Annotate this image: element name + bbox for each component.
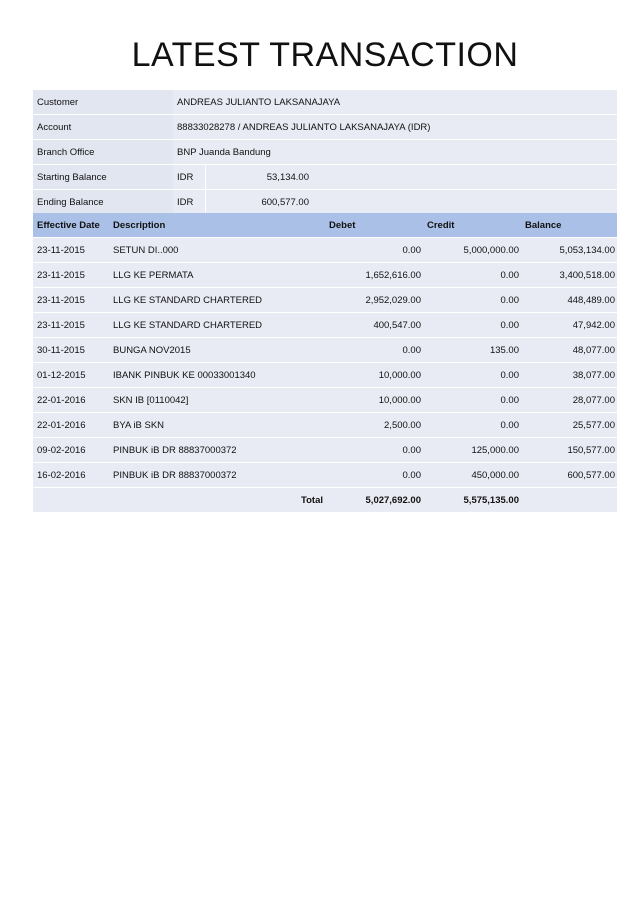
debet-cell: 2,500.00 — [325, 413, 423, 438]
branch-label: Branch Office — [33, 140, 173, 165]
column-header-debet: Debet — [325, 213, 423, 238]
description-cell: LLG KE PERMATA — [109, 263, 325, 288]
account-row — [33, 115, 617, 140]
starting-balance-label: Starting Balance — [33, 165, 173, 190]
date-cell: 01-12-2015 — [33, 363, 109, 388]
debet-cell: 0.00 — [325, 438, 423, 463]
starting-balance-row — [33, 165, 617, 190]
total-label: Total — [109, 488, 325, 513]
table-row — [33, 388, 617, 413]
credit-cell: 0.00 — [423, 388, 521, 413]
date-cell: 09-02-2016 — [33, 438, 109, 463]
account-value: 88833028278 / ANDREAS JULIANTO LAKSANAJAYA (IDR) — [173, 115, 617, 140]
column-header-description: Description — [109, 213, 325, 238]
description-cell: LLG KE STANDARD CHARTERED — [109, 288, 325, 313]
branch-value: BNP Juanda Bandung — [173, 140, 617, 165]
account-label: Account — [33, 115, 173, 140]
date-cell: 23-11-2015 — [33, 263, 109, 288]
date-cell: 23-11-2015 — [33, 238, 109, 263]
description-cell: PINBUK iB DR 88837000372 — [109, 438, 325, 463]
credit-cell: 125,000.00 — [423, 438, 521, 463]
balance-cell: 5,053,134.00 — [521, 238, 617, 263]
debet-cell: 10,000.00 — [325, 363, 423, 388]
balance-cell: 38,077.00 — [521, 363, 617, 388]
date-cell: 23-11-2015 — [33, 313, 109, 338]
ending-balance-amount: 600,577.00 — [205, 190, 309, 215]
column-header-effective-date: Effective Date — [33, 213, 109, 238]
date-cell: 22-01-2016 — [33, 388, 109, 413]
balance-cell: 28,077.00 — [521, 388, 617, 413]
balance-cell: 600,577.00 — [521, 463, 617, 488]
balance-cell: 150,577.00 — [521, 438, 617, 463]
description-cell: IBANK PINBUK KE 00033001340 — [109, 363, 325, 388]
balance-cell: 3,400,518.00 — [521, 263, 617, 288]
column-header-credit: Credit — [423, 213, 521, 238]
table-row — [33, 413, 617, 438]
credit-cell: 0.00 — [423, 288, 521, 313]
balance-cell: 48,077.00 — [521, 338, 617, 363]
description-cell: BUNGA NOV2015 — [109, 338, 325, 363]
table-row — [33, 463, 617, 488]
total-debet: 5,027,692.00 — [325, 488, 423, 513]
description-cell: BYA iB SKN — [109, 413, 325, 438]
table-row — [33, 238, 617, 263]
credit-cell: 0.00 — [423, 363, 521, 388]
date-cell: 30-11-2015 — [33, 338, 109, 363]
table-row — [33, 363, 617, 388]
date-cell: 16-02-2016 — [33, 463, 109, 488]
description-cell: LLG KE STANDARD CHARTERED — [109, 313, 325, 338]
starting-balance-amount: 53,134.00 — [205, 165, 309, 190]
ending-balance-label: Ending Balance — [33, 190, 173, 215]
description-cell: PINBUK iB DR 88837000372 — [109, 463, 325, 488]
debet-cell: 400,547.00 — [325, 313, 423, 338]
filler-cell — [309, 165, 617, 190]
customer-label: Customer — [33, 90, 173, 115]
table-row — [33, 263, 617, 288]
balance-cell: 448,489.00 — [521, 288, 617, 313]
debet-cell: 2,952,029.00 — [325, 288, 423, 313]
balance-cell: 47,942.00 — [521, 313, 617, 338]
description-cell: SKN IB [0110042] — [109, 388, 325, 413]
total-row — [33, 488, 617, 513]
debet-cell: 1,652,616.00 — [325, 263, 423, 288]
debet-cell: 0.00 — [325, 463, 423, 488]
debet-cell: 10,000.00 — [325, 388, 423, 413]
credit-cell: 5,000,000.00 — [423, 238, 521, 263]
credit-cell: 135.00 — [423, 338, 521, 363]
description-cell: SETUN DI..000 — [109, 238, 325, 263]
balance-cell: 25,577.00 — [521, 413, 617, 438]
customer-value: ANDREAS JULIANTO LAKSANAJAYA — [173, 90, 617, 115]
date-cell: 23-11-2015 — [33, 288, 109, 313]
account-info-table — [33, 90, 617, 215]
credit-cell: 0.00 — [423, 313, 521, 338]
credit-cell: 0.00 — [423, 263, 521, 288]
transactions-table — [33, 213, 617, 513]
date-cell: 22-01-2016 — [33, 413, 109, 438]
ending-balance-row — [33, 190, 617, 215]
table-header-row — [33, 213, 617, 238]
table-row — [33, 313, 617, 338]
debet-cell: 0.00 — [325, 238, 423, 263]
credit-cell: 450,000.00 — [423, 463, 521, 488]
total-credit: 5,575,135.00 — [423, 488, 521, 513]
total-blank-cell — [521, 488, 617, 513]
credit-cell: 0.00 — [423, 413, 521, 438]
customer-row — [33, 90, 617, 115]
ending-balance-currency: IDR — [173, 190, 205, 215]
table-row — [33, 288, 617, 313]
table-row — [33, 338, 617, 363]
filler-cell — [309, 190, 617, 215]
column-header-balance: Balance — [521, 213, 617, 238]
total-blank-cell — [33, 488, 109, 513]
debet-cell: 0.00 — [325, 338, 423, 363]
branch-row — [33, 140, 617, 165]
table-row — [33, 438, 617, 463]
page-title: LATEST TRANSACTION — [131, 36, 519, 74]
starting-balance-currency: IDR — [173, 165, 205, 190]
